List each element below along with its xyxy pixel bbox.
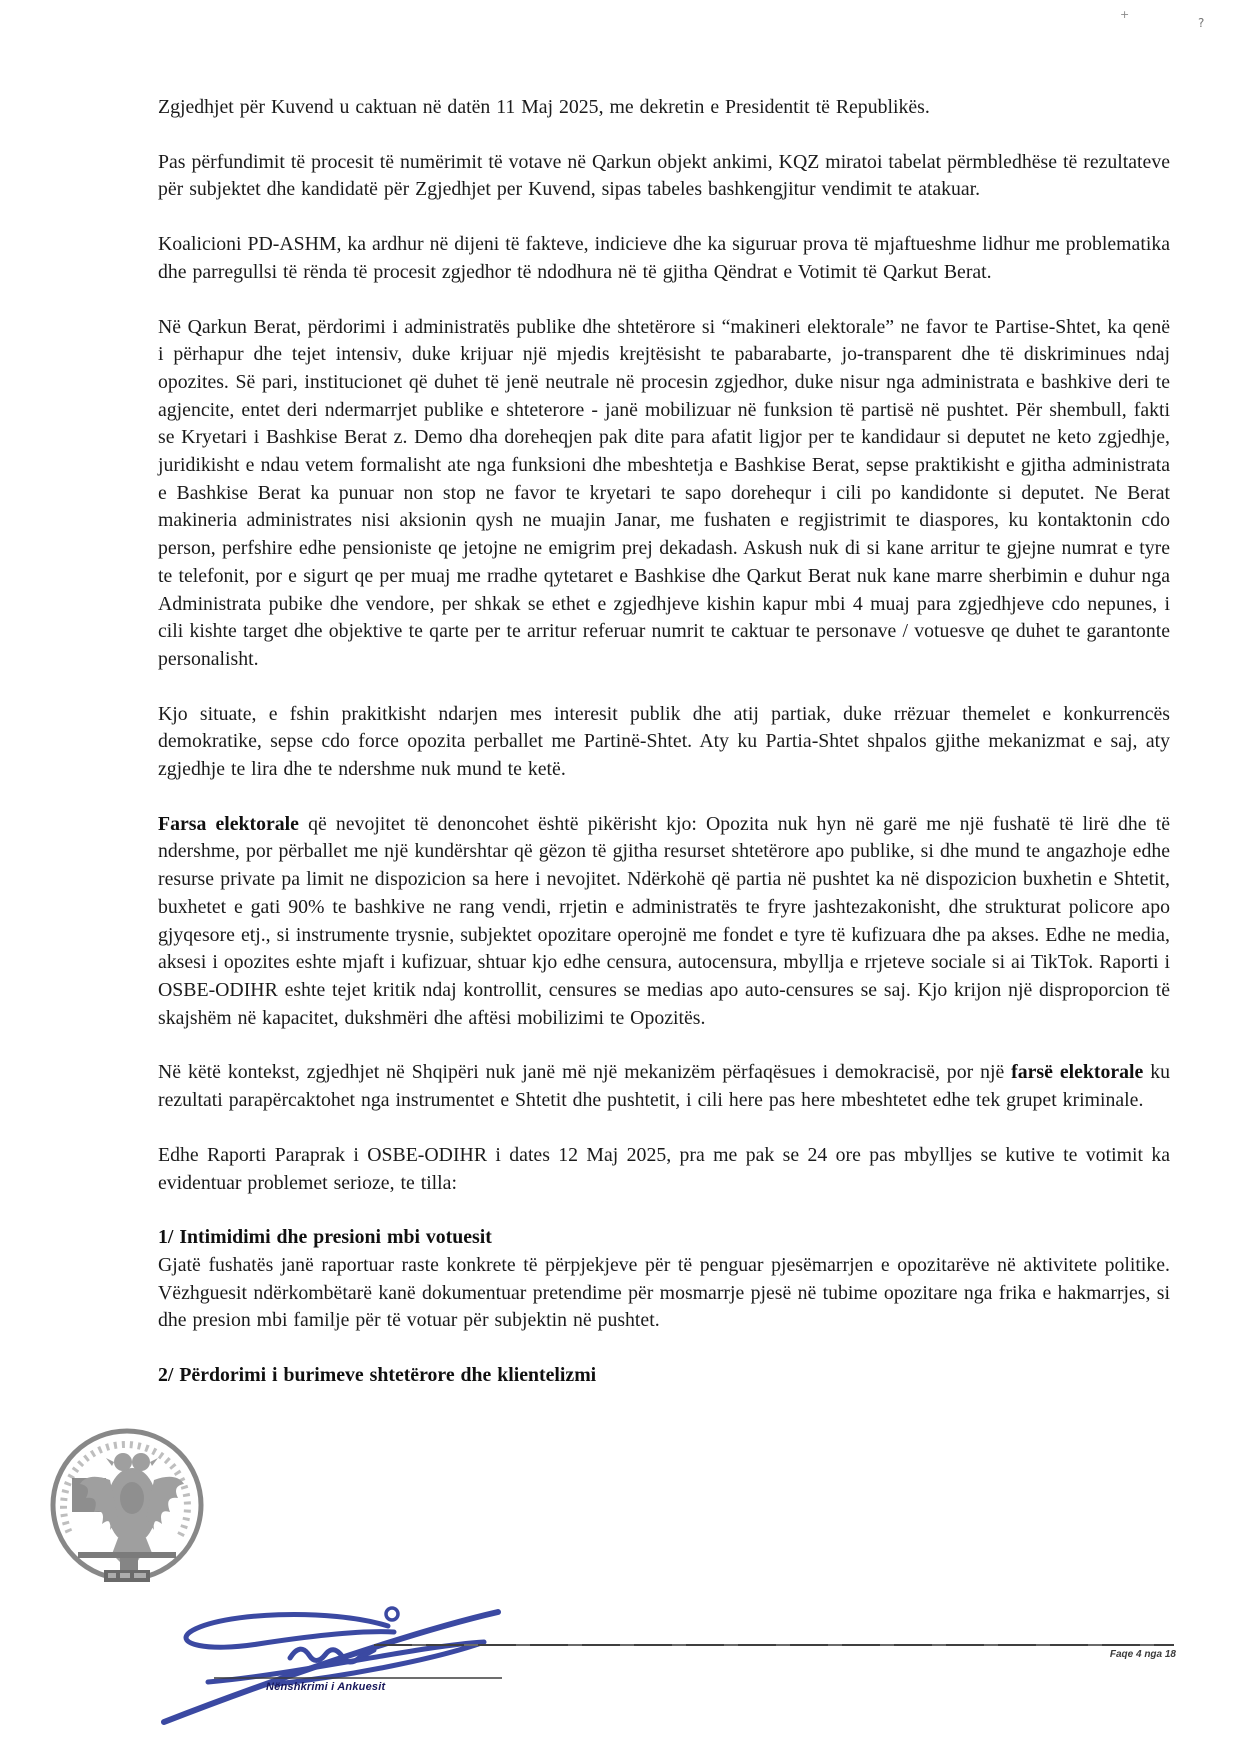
document-body	[158, 94, 1170, 1390]
paragraph: Farsa elektorale që nevojitet të denoncohet është pikërisht kjo: Opozita nuk hyn në garë me një fushatë të lirë dhe të ndershme, por përballet me një kundërshtar që gëzon të gjitha resurset shtetërore apo publike, si dhe mund te angazhoje edhe resurse private pa limit ne dispozicion sa here i nevojitet. Ndërkohë që partia në pushtet ka në dispozicion buxhetin e Shtetit, buxhetet e gati 90% te bashkive ne rang vendi, rrjetin e administratës te fryre jashtezakonisht, dhe strukturat policore apo gjyqesore etj., si instrumente trysnie, subjektet opozitare operojnë me fondet e tyre të kufizuara dhe pa akses. Edhe ne media, aksesi i opozites eshte mjaft i kufizuar, shtuar kjo edhe censura, autocensura, mbyllja e rrjeteve sociale si ai TikTok. Raporti i OSBE-ODIHR eshte tejet kritik ndaj kontrollit, censures se medias apo auto-censures se saj. Kjo krijon një disproporcion të skajshëm në kapacitet, dukshmëri dhe aftësi mobilizimi te Opozitës.	[158, 812, 1170, 1029]
paragraph: Në Qarkun Berat, përdorimi i administratës publike dhe shtetërore si “makineri elektorale” ne favor te Partise-Shtet, ka qenë i përhapur dhe tejet intensiv, duke krijuar një mjedis krejtësisht te pabarabarte, jo-transparent dhe të diskriminues ndaj opozites. Së pari, institucionet që duhet të jenë neutrale në procesin zgjedhor, duke nisur nga administrata e bashkive deri te agjencite, entet deri ndermarrjet publike e shteterore - janë mobilizuar në funksion të partisë në pushtet. Për shembull, fakti se Kryetari i Bashkise Berat z. Demo dha doreheqjen pak dite para afatit ligjor per te kandidaur si deputet ne keto zgjedhje, juridikisht e ndau vetem formalisht ate nga funksioni dhe mbeshtetja e Bashkise Berat, sepse praktikisht e gjitha administrata e Bashkise Berat ka punuar non stop ne favor te kryetari te sapo dorehequr i cili po kandidonte si deputet. Ne Berat makineria administrates nisi aksionin qysh ne muajin Janar, me fushaten e regjistrimit te diaspores, ku kontaktonin cdo person, perfshire edhe pensioniste qe jetojne ne emigrim prej dekadash. Askush nuk di si kane arritur te gjejne numrat e tyre te telefonit, por e sigurt qe per muaj me rradhe qytetaret e Bashkise dhe Qarkut Berat nuk kane marre sherbimin e duhur nga Administrata pubike dhe vendore, per shkak se ethet e zgjedhjeve kishin kapur mbi 4 muaj para zgjedhjeve cdo nepunes, i cili kishte target dhe objektive te qarte per te arritur referuar numrit te caktuar te personave / votuesve qe duhet te garantonte personalisht.	[158, 315, 1170, 670]
paragraph: Zgjedhjet për Kuvend u caktuan në datën 11 Maj 2025, me dekretin e Presidentit të Republikës.	[158, 96, 930, 118]
paragraph: Kjo situate, e fshin prakitkisht ndarjen mes interesit publik dhe atij partiak, duke rrëzuar themelet e konkurrencës demokratike, sepse cdo force opozita perballet me Partinë-Shtet. Aty ku Partia-Shtet shpalos gjithe mekanizmat e saj, aty zgjedhje te lira dhe te ndershme nuk mund te ketë.	[158, 702, 1170, 781]
paragraph: Gjatë fushatës janë raportuar raste konkrete të përpjekjeve për të penguar pjesëmarrjen e opozitarëve në aktivitete politike. Vëzhguesit ndërkombëtarë kanë dokumentuar pretendime për mosmarrje pjesë në tubime opozitare nga frika e hakmarrjes, si dhe presion mbi familje për të votuar për subjektin në pushtet.	[158, 1253, 1170, 1332]
scan-artifact-question: ?	[1198, 16, 1205, 30]
section-heading: 2/ Përdorimi i burimeve shtetërore dhe klientelizmi	[158, 1364, 597, 1387]
paragraph: Në këtë kontekst, zgjedhjet në Shqipëri nuk janë më një mekanizëm përfaqësues i demokracisë, por një farsë elektorale ku rezultati parapërcaktohet nga instrumentet e Shtetit dhe pushtetit, i cili here pas here mbeshtetet edhe tek grupet kriminale.	[158, 1061, 1171, 1112]
footer-rule	[374, 1644, 1174, 1646]
signature-ink	[150, 1586, 520, 1736]
paragraph: Pas përfundimit të procesit të numërimit të votave në Qarkun objekt ankimi, KQZ miratoi tabelat përmbledhëse të rezultateve për subjektet dhe kandidatë për Zgjedhjet per Kuvend, sipas tabeles bashkengjitur vendimit te atakuar.	[158, 150, 1170, 201]
signature-label: Nënshkrimi i Ankuesit	[266, 1681, 386, 1693]
official-stamp-seal-icon	[48, 1424, 206, 1586]
scan-artifact-plus: +	[1120, 8, 1130, 21]
paragraph: Edhe Raporti Paraprak i OSBE-ODIHR i dates 12 Maj 2025, pra me pak se 24 ore pas mbylljes se kutive te votimit ka evidentuar problemet serioze, te tilla:	[158, 1143, 1170, 1194]
section-heading: 1/ Intimidimi dhe presioni mbi votuesit	[158, 1226, 492, 1249]
page-number-label: Faqe 4 nga 18	[1109, 1649, 1176, 1660]
paragraph: Koalicioni PD-ASHM, ka ardhur në dijeni të fakteve, indicieve dhe ka siguruar prova të mjaftueshme lidhur me problematika dhe parregullsi të rënda të procesit zgjedhor të ndodhura në të gjitha Qëndrat e Votimit të Qarkut Berat.	[158, 233, 1170, 283]
signature-line	[214, 1677, 502, 1679]
